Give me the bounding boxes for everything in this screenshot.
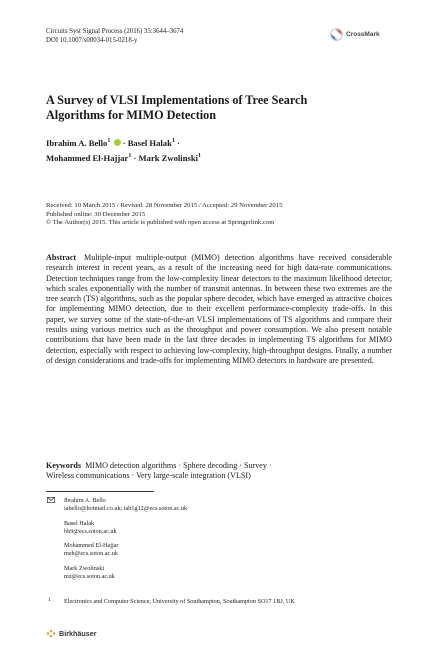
contact-name: Mohammed El-Hajjar [64,542,119,549]
abstract-label: Abstract [46,253,77,262]
publisher-logo [46,629,97,638]
abstract [46,253,392,366]
author-name[interactable]: Ibrahim A. Bello [46,137,108,148]
correspondence [64,497,187,587]
dates-published: Published online: 30 December 2015 [46,210,146,218]
crossmark-icon [330,28,343,41]
keywords-label: Keywords [46,461,82,470]
contact-entry [64,565,187,581]
author-name[interactable]: Mark Zwolinski [138,152,198,163]
title-line-2: Algorithms for MIMO Detection [46,107,217,122]
author-list [46,135,201,165]
author-separator: · [177,137,180,148]
contact-entry [64,520,187,536]
copyright-notice: © The Author(s) 2015. This article is published with open access at Springerlink.com [46,219,275,227]
footnote-divider [46,491,154,492]
orcid-icon[interactable] [114,139,121,146]
author-line-1 [46,135,201,150]
author-name[interactable]: Basel Halak [127,137,172,148]
author-affil-sup: 1 [171,138,175,144]
contact-entry [64,497,187,513]
contact-email[interactable]: bh9@ecs.soton.ac.uk [64,527,117,535]
contact-email[interactable]: meh@ecs.soton.ac.uk [64,550,118,557]
author-line-2 [46,150,201,165]
author-separator: · [122,137,126,148]
contact-name: Basel Halak [64,519,95,527]
dates-received: Received: 10 March 2015 / Revised: 28 November 2015 / Accepted: 29 November 2015 [46,202,283,209]
title-line-1: A Survey of VLSI Implementations of Tree Search [46,93,308,107]
publisher-name: Birkhäuser [59,629,97,638]
author-separator: · [133,152,137,163]
doi: DOI 10.1007/s00034-015-0218-y [46,37,138,44]
contact-name: Ibrahim A. Bello [64,497,106,504]
author-affil-sup: 1 [128,152,132,159]
journal-citation: Circuits Syst Signal Process (2016) 35:3644–3674 [46,28,184,35]
contact-email[interactable]: mz@ecs.soton.ac.uk [64,572,115,580]
envelope-icon [47,497,55,503]
author-name[interactable]: Mohammed El-Hajjar [46,152,129,163]
keywords-text-1: MIMO detection algorithms · Sphere decoding · Survey · [85,461,272,470]
abstract-text: Multiple-input multiple-output (MIMO) detection algorithms have received considerable research interest in recent years, as a result of the increasing need for high data-rate communications. Detection techniques range from the low-complexity linear detectors to the maximum likelihood detector, which scales exponentially with the number of transmit antennas. In between these two extremes are the tree search (TS) algorithms, such as the popular sphere decoder, which have emerged as attractive choices for implementing MIMO detection, due to their excellent performance-complexity trade-offs. In this paper, we survey some of the state-of-the-art VLSI implementations of TS algorithms and compare their results using various metrics such as the throughput and power consumption. We also present notable contributions that have been made in the last three decades in implementing TS algorithms for MIMO detection, especially with respect to achieving low-complexity, high-throughput designs. Finally, a number of design considerations and trade-offs for implementing MIMO detectors in hardware are presented. [46,253,392,365]
article-title [46,93,366,122]
contact-name: Mark Zwolinski [64,564,105,572]
birkhauser-logo-icon [46,629,56,638]
journal-header [46,27,183,45]
affiliation-number: 1 [48,597,51,603]
crossmark-badge[interactable] [330,28,380,41]
author-affil-sup: 1 [197,152,201,159]
contact-email[interactable]: iabello@hotmail.co.uk; iab1g12@ecs.soton.ac.uk [64,505,188,512]
keywords [46,461,392,482]
keywords-text-2: Wireless communications · Very large-scale integration (VLSI) [46,471,251,481]
publication-dates [46,202,282,228]
contact-entry [64,542,187,558]
keywords-line-1 [46,461,392,471]
crossmark-label: CrossMark [346,31,380,38]
affiliation-text: Electronics and Computer Science, University of Southampton, Southampton SO17 1BJ, UK [64,598,295,605]
author-affil-sup: 1 [107,138,111,144]
